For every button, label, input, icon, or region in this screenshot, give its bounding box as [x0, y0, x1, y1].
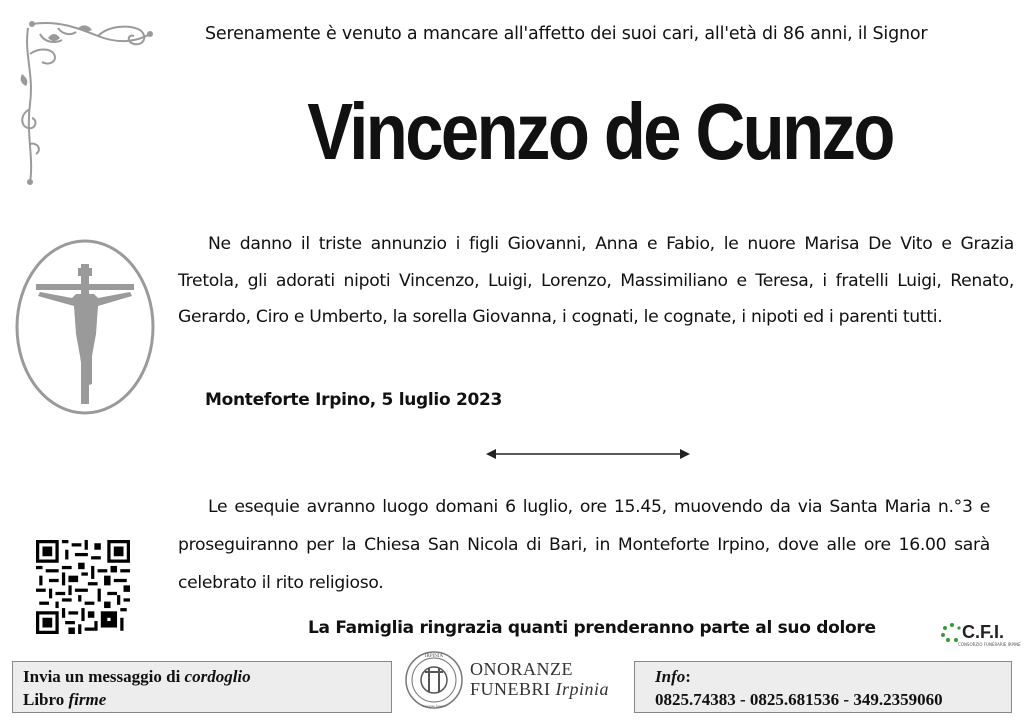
deceased-name: Vincenzo de Cunzo: [307, 87, 893, 176]
condolence-box[interactable]: [12, 661, 392, 713]
funeral-home-seal-icon: [404, 650, 464, 710]
funeral-home-line2: [470, 679, 609, 699]
crucifix-icon: [14, 238, 156, 416]
double-arrow-divider-icon: [486, 448, 690, 460]
cfi-logo-text: C.F.I.: [962, 622, 1005, 642]
announcement-text: Ne danno il triste annunzio i figli Giovanni, Anna e Fabio, le nuore Marisa De Vito e Grazia Tretola, gli adorati nipoti Vincenzo, Luigi, Lorenzo, Massimiliano e Teresa, i fratelli Luigi, Renato, Gerardo, Ciro e Umberto, la sorella Giovanna, i cognati, le cognate, i nipoti ed i parenti tutti.: [178, 234, 1014, 327]
funeral-home-line1: ONORANZE: [470, 659, 573, 679]
funeral-home-line2-em: Irpinia: [555, 679, 610, 699]
funeral-details: Le esequie avranno luogo domani 6 luglio, ore 15.45, muovendo da via Santa Maria n.°3 e proseguiranno per la Chiesa San Nicola di Bari, in Monteforte Irpino, dove alle ore 16.00 sarà celebrato il rito religioso.: [178, 497, 990, 593]
guestbook-link[interactable]: [23, 688, 381, 711]
seal-bottom-text: onoranze funebri: [422, 704, 446, 708]
info-label: Info: [655, 667, 686, 686]
condolence-em: cordoglio: [184, 667, 251, 686]
cfi-logo-subtitle: CONSORZIO FUNERARIE IRPINE: [958, 642, 1021, 647]
family-thanks: La Famiglia ringrazia quanti prenderanno parte al suo dolore: [308, 618, 876, 638]
condolence-prefix: Invia un messaggio di: [23, 667, 185, 686]
qr-code-icon[interactable]: [36, 540, 130, 634]
info-box: Info: 0825.74383 - 0825.681536 - 349.2359060: [634, 661, 1012, 713]
seal-top-text: IRPINIA: [424, 654, 444, 659]
guestbook-em: firme: [68, 690, 107, 709]
corner-flourish-icon: [18, 14, 158, 189]
cfi-dots-icon: [940, 622, 964, 642]
condolence-link[interactable]: [23, 665, 381, 688]
guestbook-prefix: Libro: [23, 690, 69, 709]
intro-text: Serenamente è venuto a mancare all'affetto dei suoi cari, all'età di 86 anni, il Signor: [205, 24, 928, 44]
place-date: Monteforte Irpino, 5 luglio 2023: [205, 390, 503, 410]
funeral-home-line2-prefix: FUNEBRI: [470, 679, 556, 699]
funeral-home-name: [470, 659, 609, 699]
phone-numbers[interactable]: 0825.74383 - 0825.681536 - 349.2359060: [655, 690, 943, 709]
